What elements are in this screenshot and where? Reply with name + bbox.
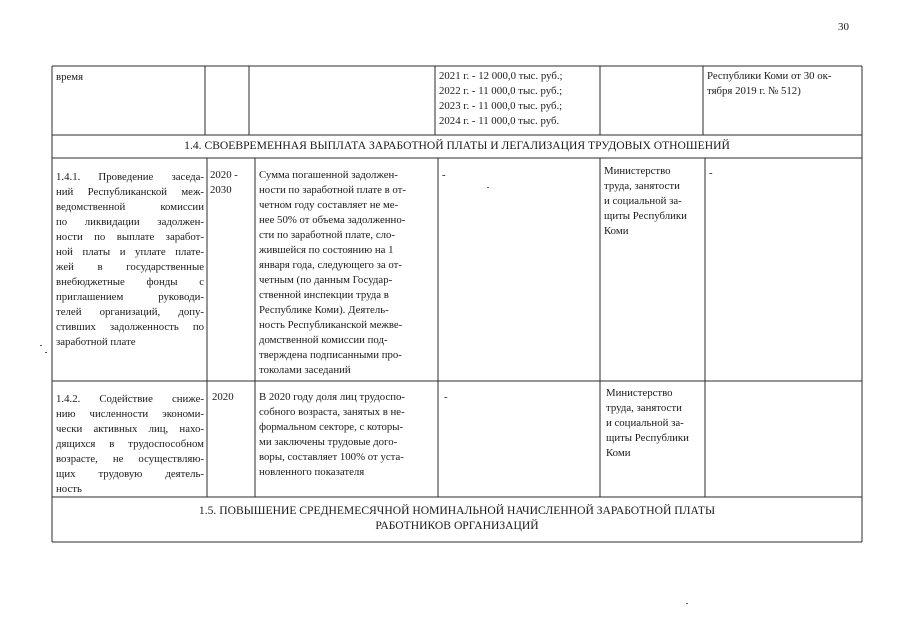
result-line: собного возраста, занятых в не-	[259, 406, 405, 418]
top-row-note-cell	[707, 69, 831, 99]
result-line: ственной инспекции труда в	[259, 289, 389, 301]
measure-line: дящихся в трудоспособном	[56, 438, 204, 450]
executor-line: Министерство	[606, 387, 673, 399]
row-1-4-2-funding-cell: -	[444, 391, 448, 403]
measure-line: по ликвидации задолжен-	[56, 216, 204, 228]
measure-line: нию численности экономи-	[56, 408, 204, 420]
result-line: ность Республиканской межве-	[259, 319, 403, 331]
measure-line: приглашением руководи-	[56, 291, 204, 303]
note-line: Республики Коми от 30 ок-	[707, 70, 832, 82]
period-line: 2020 -	[210, 169, 238, 181]
measure-line: ведомственной комиссии	[56, 201, 204, 213]
result-line: Сумма погашенной задолжен-	[259, 169, 398, 181]
row-1-4-1-executor-cell	[604, 164, 687, 239]
row-1-4-2-executor-cell	[606, 386, 689, 461]
note-line: тября 2019 г. № 512)	[707, 85, 801, 97]
scan-speck	[45, 352, 47, 353]
result-line: токолами заседаний	[259, 364, 351, 376]
result-line: домственной комиссии под-	[259, 334, 388, 346]
measure-line: ний Республиканской меж-	[56, 186, 204, 198]
row-1-4-1-note-cell: -	[709, 167, 713, 179]
result-line: новленного показателя	[259, 466, 365, 478]
scan-speck	[40, 345, 42, 346]
measure-line: заработной плате	[56, 336, 136, 348]
result-line: четным (по данным Государ-	[259, 274, 393, 286]
executor-line: Министерство	[604, 165, 671, 177]
measure-line: телей организаций, допу-	[56, 306, 204, 318]
result-line: жившейся по состоянию на 1	[259, 244, 394, 256]
executor-line: и социальной за-	[604, 195, 682, 207]
row-1-4-1-period-cell	[210, 168, 238, 198]
period-line: 2030	[210, 184, 232, 196]
section-title-line: РАБОТНИКОВ ОРГАНИЗАЦИЙ	[375, 519, 539, 532]
result-line: ми заключены трудовые дого-	[259, 436, 398, 448]
funding-line: 2021 г. - 12 000,0 тыс. руб.;	[439, 70, 563, 82]
measure-line: жей в государственные	[56, 261, 204, 273]
executor-line: Коми	[606, 447, 631, 459]
funding-line: 2022 г. - 11 000,0 тыс. руб.;	[439, 85, 563, 97]
measure-line: стивших задолженность по	[56, 321, 204, 333]
funding-line: 2024 г. - 11 000,0 тыс. руб.	[439, 115, 560, 127]
measure-line: внебюджетные фонды с	[56, 276, 204, 288]
result-line: ности по заработной плате в от-	[259, 184, 406, 196]
row-1-4-1-funding-cell: -	[442, 169, 446, 181]
measure-line: щих трудовую деятель-	[56, 468, 204, 480]
measure-line: ность	[56, 483, 82, 495]
row-1-4-2-measure-cell	[56, 392, 204, 497]
measure-line: 1.4.2. Содействие сниже-	[56, 393, 204, 405]
result-line: Республике Коми). Деятель-	[259, 304, 389, 316]
top-row-measure-cell: время	[56, 71, 84, 83]
executor-line: щиты Республики	[606, 432, 689, 444]
section-1-5-title	[52, 503, 862, 533]
measure-line: 1.4.1. Проведение заседа-	[56, 171, 204, 183]
executor-line: щиты Республики	[604, 210, 687, 222]
result-line: нее 50% от объема задолженно-	[259, 214, 406, 226]
measure-line: ности по выплате заработ-	[56, 231, 204, 243]
result-line: воры, составляет 100% от уста-	[259, 451, 404, 463]
section-title-line: 1.5. ПОВЫШЕНИЕ СРЕДНЕМЕСЯЧНОЙ НОМИНАЛЬНОЙ НАЧИСЛЕННОЙ ЗАРАБОТНОЙ ПЛАТЫ	[198, 504, 716, 517]
executor-line: труда, занятости	[604, 180, 680, 192]
result-line: четном году составляет не ме-	[259, 199, 399, 211]
top-row-funding-cell	[439, 69, 563, 129]
measure-line: чески активных лиц, нахо-	[56, 423, 204, 435]
executor-line: труда, занятости	[606, 402, 682, 414]
executor-line: и социальной за-	[606, 417, 684, 429]
section-1-4-title: 1.4. СВОЕВРЕМЕННАЯ ВЫПЛАТА ЗАРАБОТНОЙ ПЛАТЫ И ЛЕГАЛИЗАЦИЯ ТРУДОВЫХ ОТНОШЕНИЙ	[184, 139, 730, 152]
result-line: формальном секторе, с которы-	[259, 421, 404, 433]
result-line: января года, следующего за от-	[259, 259, 402, 271]
scan-speck	[686, 603, 688, 604]
row-1-4-2-result-cell	[259, 390, 405, 480]
measure-line: ной платы и уплате плате-	[56, 246, 204, 258]
scan-speck	[487, 187, 489, 188]
measure-line: возрасте, не осуществляю-	[56, 453, 204, 465]
row-1-4-1-result-cell	[259, 168, 406, 378]
result-line: В 2020 году доля лиц трудоспо-	[259, 391, 406, 403]
funding-line: 2023 г. - 11 000,0 тыс. руб.;	[439, 100, 563, 112]
row-1-4-2-period-cell: 2020	[212, 391, 234, 403]
row-1-4-1-measure-cell	[56, 170, 204, 350]
page-number: 30	[838, 21, 849, 33]
executor-line: Коми	[604, 225, 629, 237]
result-line: тверждена подписанными про-	[259, 349, 402, 361]
result-line: сти по заработной плате, сло-	[259, 229, 395, 241]
